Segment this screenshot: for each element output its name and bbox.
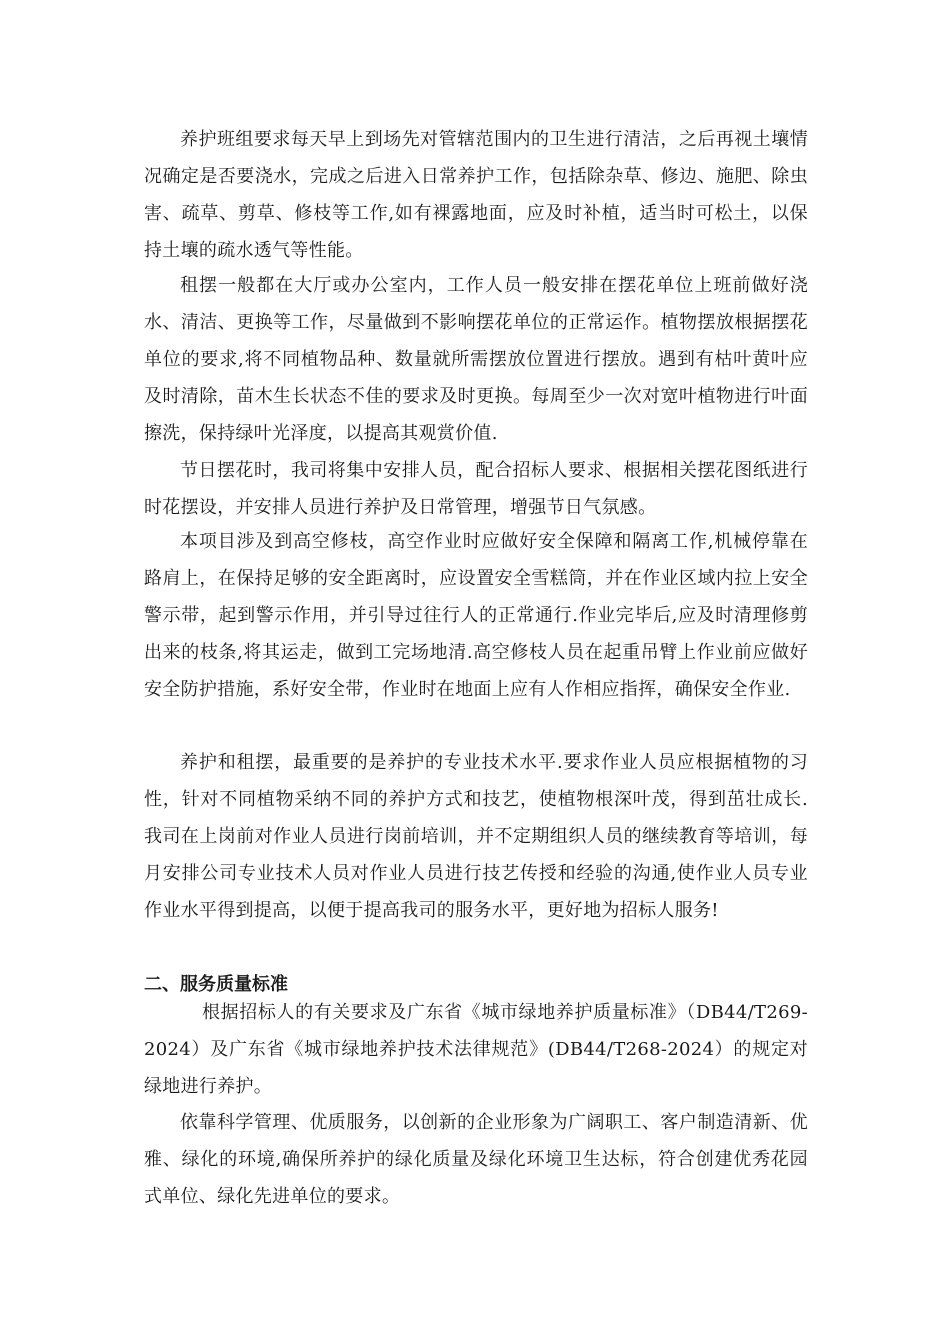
paragraph-holiday-flowers: 节日摆花时，我司将集中安排人员，配合招标人要求、根据相关摆花图纸进行时花摆设，并安排人员进行养护及日常管理，增强节日气氛感。 bbox=[144, 460, 808, 518]
paragraph-technical-level: 养护和租摆，最重要的是养护的专业技术水平.要求作业人员应根据植物的习性，针对不同植物采纳不同的养护方式和技艺，使植物根深叶茂，得到茁壮成长.我司在上岗前对作业人员进行岗前培训，并不定期组织人员的继续教育等培训，每月安排公司专业技术人员对作业人员进行技艺传授和经验的沟通,使作业人员专业作业水平得到提高，以便于提高我司的服务水平，更好地为招标人服务! bbox=[144, 752, 808, 921]
paragraph-management-goals: 依靠科学管理、优质服务，以创新的企业形象为广阔职工、客户制造清新、优雅、绿化的环境,确保所养护的绿化质量及绿化环境卫生达标，符合创建优秀花园式单位、绿化先进单位的要求。 bbox=[144, 1112, 808, 1207]
paragraph-daily-maintenance: 养护班组要求每天早上到场先对管辖范围内的卫生进行清洁，之后再视土壤情况确定是否要浇水，完成之后进入日常养护工作，包括除杂草、修边、施肥、除虫害、疏草、剪草、修枝等工作,如有裸露地面，应及时补植，适当时可松土，以保持土壤的疏水透气等性能。 bbox=[144, 129, 808, 261]
section-heading-service-quality: 二、服务质量标准 bbox=[144, 974, 288, 995]
paragraph-standards: 根据招标人的有关要求及广东省《城市绿地养护质量标准》（DB44/T269-2024）及广东省《城市绿地养护技术法律规范》(DB44/T268-2024）的规定对绿地进行养护。 bbox=[144, 1002, 808, 1097]
paragraph-high-altitude-pruning: 本项目涉及到高空修枝，高空作业时应做好安全保障和隔离工作,机械停靠在路肩上，在保持足够的安全距离时，应设置安全雪糕筒，并在作业区域内拉上安全警示带，起到警示作用，并引导过往行人的正常通行.作业完毕后,应及时清理修剪出来的枝条,将其运走，做到工完场地清.高空修枝人员在起重吊臂上作业前应做好安全防护措施，系好安全带，作业时在地面上应有人作相应指挥，确保安全作业. bbox=[144, 531, 808, 700]
paragraph-plant-rental: 租摆一般都在大厅或办公室内，工作人员一般安排在摆花单位上班前做好浇水、清洁、更换等工作，尽量做到不影响摆花单位的正常运作。植物摆放根据摆花单位的要求,将不同植物品种、数量就所需摆放位置进行摆放。遇到有枯叶黄叶应及时清除，苗木生长状态不佳的要求及时更换。每周至少一次对宽叶植物进行叶面擦洗，保持绿叶光泽度，以提高其观赏价值. bbox=[144, 275, 808, 444]
